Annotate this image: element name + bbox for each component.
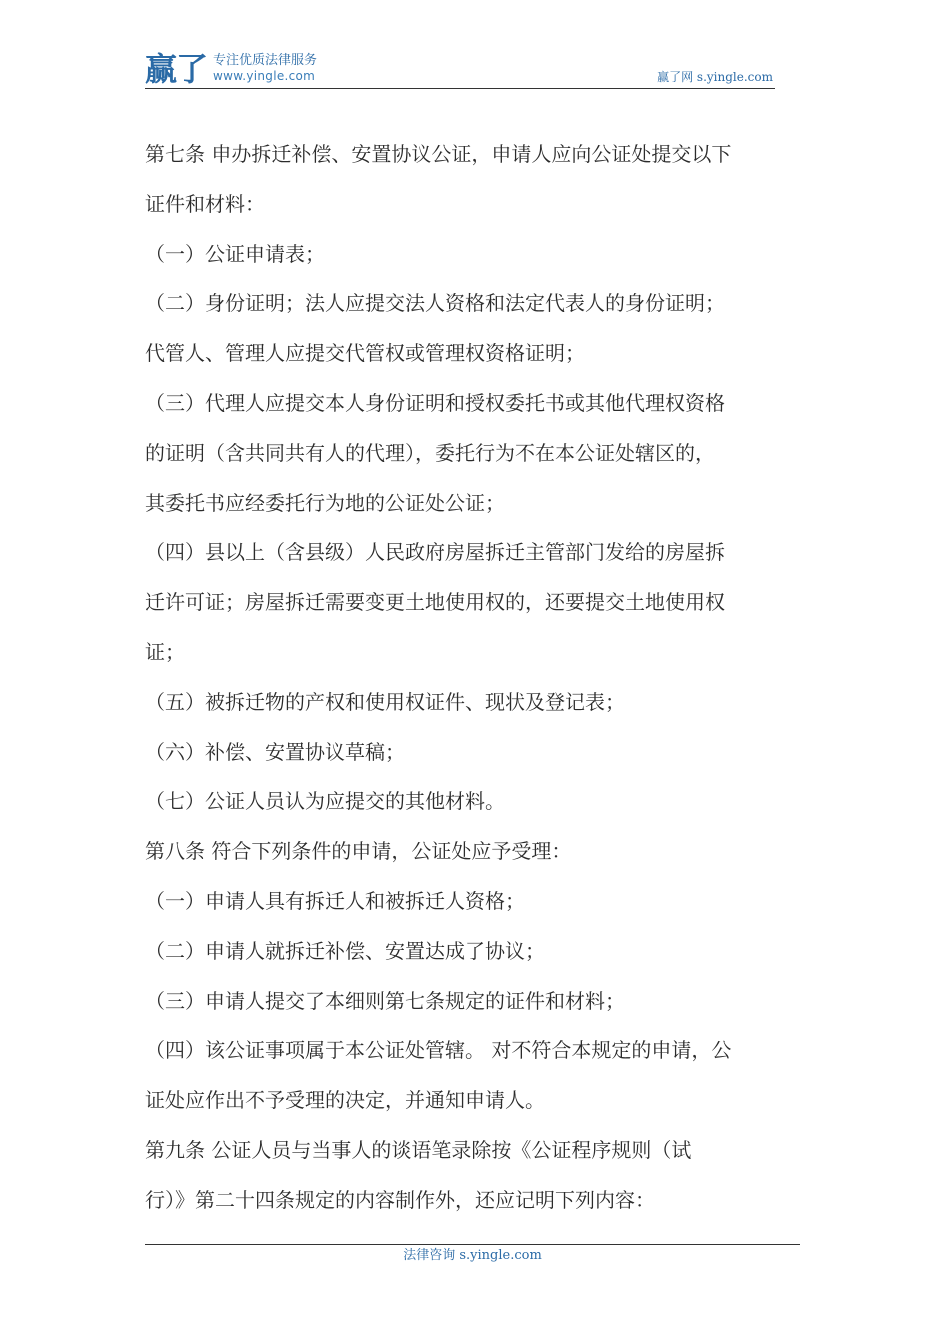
text-line: 证处应作出不予受理的决定，并通知申请人。 (145, 1088, 545, 1113)
text-line: 证； (145, 639, 185, 664)
page-header (145, 50, 775, 88)
footer-link[interactable]: 法律咨询 s.yingle.com (403, 1248, 542, 1263)
text-line: 其委托书应经委托行为地的公证处公证； (145, 490, 505, 515)
header-divider (145, 88, 775, 89)
text-line: 第九条 公证人员与当事人的谈语笔录除按《公证程序规则（试 (145, 1137, 692, 1162)
text-line: （四）该公证事项属于本公证处管辖。 对不符合本规定的申请，公 (145, 1038, 732, 1063)
text-line: 代管人、管理人应提交代管权或管理权资格证明； (145, 341, 585, 366)
text-line: 第七条 申办拆迁补偿、安置协议公证，申请人应向公证处提交以下 (145, 142, 732, 166)
text-line: （七）公证人员认为应提交的其他材料。 (145, 789, 505, 814)
text-line: （二）申请人就拆迁补偿、安置达成了协议； (145, 938, 545, 963)
text-line: 的证明（含共同共有人的代理），委托行为不在本公证处辖区的， (145, 440, 715, 465)
text-line: （四）县以上（含县级）人民政府房屋拆迁主管部门发给的房屋拆 (145, 540, 725, 565)
logo-mark[interactable]: 赢了 (145, 50, 208, 88)
header-site-link[interactable]: 赢了网 s.yingle.com (657, 70, 773, 84)
text-line: 行）》第二十四条规定的内容制作外，还应记明下列内容： (145, 1187, 655, 1212)
text-line: （五）被拆迁物的产权和使用权证件、现状及登记表； (145, 689, 625, 714)
document-body (145, 130, 805, 1226)
page-footer (145, 1248, 800, 1264)
footer-divider (145, 1244, 800, 1245)
text-line: （一）公证申请表； (145, 241, 325, 266)
text-line: 第八条 符合下列条件的申请，公证处应予受理： (145, 839, 572, 864)
text-line: 证件和材料： (145, 191, 265, 216)
text-line: （三）代理人应提交本人身份证明和授权委托书或其他代理权资格 (145, 390, 725, 415)
text-line: （一）申请人具有拆迁人和被拆迁人资格； (145, 888, 525, 913)
text-line: （三）申请人提交了本细则第七条规定的证件和材料； (145, 988, 625, 1013)
text-line: （二）身份证明；法人应提交法人资格和法定代表人的身份证明； (145, 291, 725, 316)
logo-slogan: 专注优质法律服务 (213, 53, 318, 68)
logo-url[interactable]: www.yingle.com (213, 69, 316, 83)
text-line: 迁许可证；房屋拆迁需要变更土地使用权的，还要提交土地使用权 (145, 590, 725, 615)
text-line: （六）补偿、安置协议草稿； (145, 739, 405, 764)
